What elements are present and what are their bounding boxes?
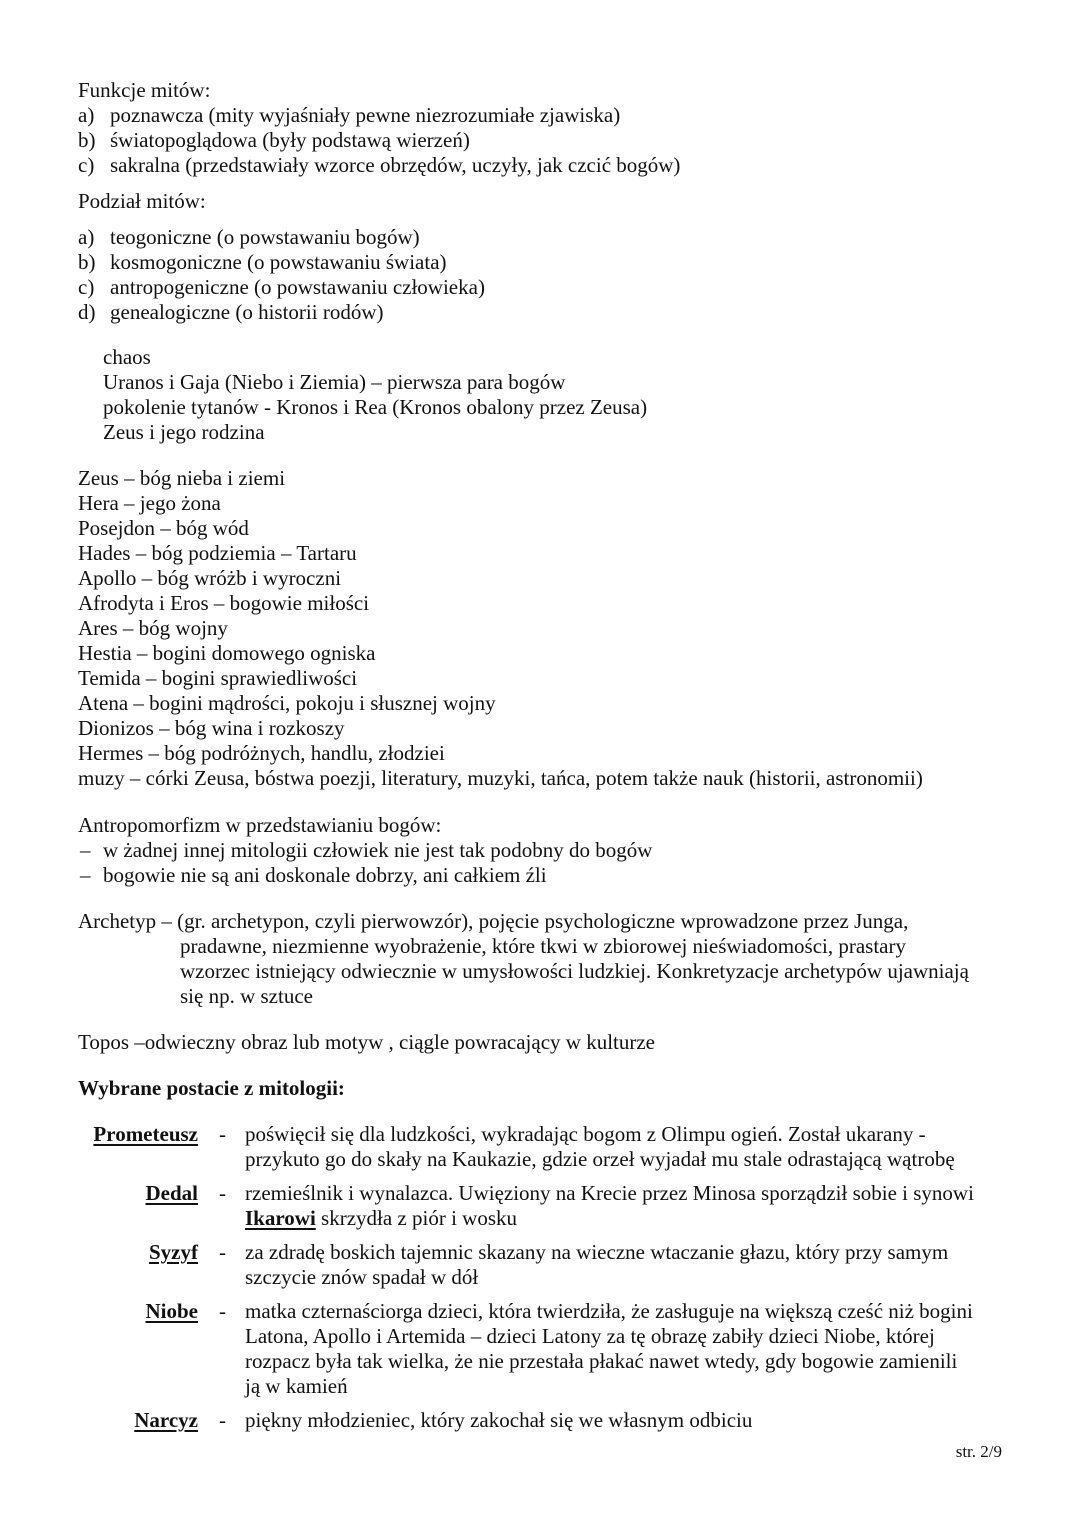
list-label: d) — [78, 300, 96, 324]
figure-name: Syzyf — [149, 1240, 198, 1264]
god-line: Apollo – bóg wróżb i wyroczni — [78, 566, 342, 590]
topos-line: Topos –odwieczny obraz lub motyw , ciągle powracający w kulturze — [78, 1030, 655, 1054]
figure-dash: - — [219, 1299, 226, 1323]
theogony-line: pokolenie tytanów - Kronos i Rea (Kronos obalony przez Zeusa) — [103, 395, 648, 419]
figure-desc — [245, 1206, 517, 1231]
list-item: bogowie nie są ani doskonale dobrzy, ani całkiem źli — [103, 863, 547, 887]
archetype-line: Archetyp – (gr. archetypon, czyli pierwowzór), pojęcie psychologiczne wprowadzone przez Junga, — [78, 909, 909, 933]
figure-desc: rozpacz była tak wielka, że nie przestała płakać nawet wtedy, gdy bogowie zamienili — [245, 1349, 958, 1373]
theogony-line: Zeus i jego rodzina — [103, 420, 265, 444]
god-line: Atena – bogini mądrości, pokoju i słusznej wojny — [78, 691, 496, 715]
list-label: b) — [78, 128, 96, 152]
figure-name: Niobe — [145, 1299, 198, 1323]
list-item: sakralna (przedstawiały wzorce obrzędów, uczyły, jak czcić bogów) — [110, 153, 681, 177]
list-label: b) — [78, 250, 96, 274]
list-item: genealogiczne (o historii rodów) — [110, 300, 384, 324]
list-item: w żadnej innej mitologii człowiek nie jest tak podobny do bogów — [103, 838, 653, 862]
god-line: Dionizos – bóg wina i rozkoszy — [78, 716, 345, 740]
god-line: Temida – bogini sprawiedliwości — [78, 666, 358, 690]
list-item: teogoniczne (o powstawaniu bogów) — [110, 225, 420, 249]
archetype-line: pradawne, niezmienne wyobrażenie, które tkwi w zbiorowej nieświadomości, prastary — [180, 934, 906, 958]
god-line: Posejdon – bóg wód — [78, 516, 249, 540]
page-number: str. 2/9 — [955, 1442, 1002, 1461]
god-line: Hera – jego żona — [78, 491, 221, 515]
figure-desc: za zdradę boskich tajemnic skazany na wieczne wtaczanie głazu, który przy samym — [245, 1240, 949, 1264]
list-label: a) — [78, 225, 95, 249]
list-item: światopoglądowa (były podstawą wierzeń) — [110, 128, 470, 152]
theogony-line: Uranos i Gaja (Niebo i Ziemia) – pierwsza para bogów — [103, 370, 566, 394]
figure-dash: - — [219, 1408, 226, 1432]
figure-desc-rest: skrzydła z piór i wosku — [315, 1206, 518, 1230]
list-label: a) — [78, 103, 95, 127]
figure-dash: - — [219, 1240, 226, 1264]
figure-name: Dedal — [145, 1181, 198, 1205]
list-item: poznawcza (mity wyjaśniały pewne niezrozumiałe zjawiska) — [110, 103, 621, 127]
bullet-dash: – — [80, 838, 91, 862]
figure-desc: matka czternaściorga dzieci, która twierdziła, że zasługuje na większą cześć niż bogini — [245, 1299, 973, 1323]
archetype-line: się np. w sztuce — [180, 984, 313, 1008]
theogony-line: chaos — [103, 345, 151, 369]
list-item: antropogeniczne (o powstawaniu człowieka) — [110, 275, 485, 299]
ikar-name: Ikarowi — [245, 1206, 316, 1230]
god-line: Hades – bóg podziemia – Tartaru — [78, 541, 357, 565]
list-item: kosmogoniczne (o powstawaniu świata) — [110, 250, 447, 274]
figure-desc: rzemieślnik i wynalazca. Uwięziony na Krecie przez Minosa sporządził sobie i synowi — [245, 1181, 974, 1205]
figure-name: Prometeusz — [93, 1122, 198, 1146]
figure-desc: piękny młodzieniec, który zakochał się we własnym odbiciu — [245, 1408, 753, 1432]
god-line: Zeus – bóg nieba i ziemi — [78, 466, 286, 490]
bullet-dash: – — [80, 863, 91, 887]
figure-dash: - — [219, 1122, 226, 1146]
archetype-line: wzorzec istniejący odwiecznie w umysłowości ludzkiej. Konkretyzacje archetypów ujawniają — [180, 959, 969, 983]
god-line: muzy – córki Zeusa, bóstwa poezji, literatury, muzyki, tańca, potem także nauk (historii, astronomii) — [78, 766, 923, 790]
division-heading: Podział mitów: — [78, 189, 206, 213]
god-line: Ares – bóg wojny — [78, 616, 228, 640]
god-line: Hestia – bogini domowego ogniska — [78, 641, 376, 665]
figure-desc: przykuto go do skały na Kaukazie, gdzie orzeł wyjadał mu stale odrastającą wątrobę — [245, 1147, 955, 1171]
figure-desc: Latona, Apollo i Artemida – dzieci Latony za tę obrazę zabiły dzieci Niobe, której — [245, 1324, 935, 1348]
figures-heading: Wybrane postacie z mitologii: — [78, 1076, 345, 1100]
figure-name: Narcyz — [134, 1408, 198, 1432]
list-label: c) — [78, 153, 95, 177]
god-line: Afrodyta i Eros – bogowie miłości — [78, 591, 370, 615]
figure-desc: ją w kamień — [245, 1374, 348, 1398]
list-label: c) — [78, 275, 95, 299]
figure-desc: poświęcił się dla ludzkości, wykradając bogom z Olimpu ogień. Został ukarany - — [245, 1122, 926, 1146]
anthropomorphism-heading: Antropomorfizm w przedstawianiu bogów: — [78, 813, 442, 837]
figure-desc: szczycie znów spadał w dół — [245, 1265, 479, 1289]
functions-heading: Funkcje mitów: — [78, 78, 211, 102]
god-line: Hermes – bóg podróżnych, handlu, złodziei — [78, 741, 445, 765]
figure-dash: - — [219, 1181, 226, 1205]
